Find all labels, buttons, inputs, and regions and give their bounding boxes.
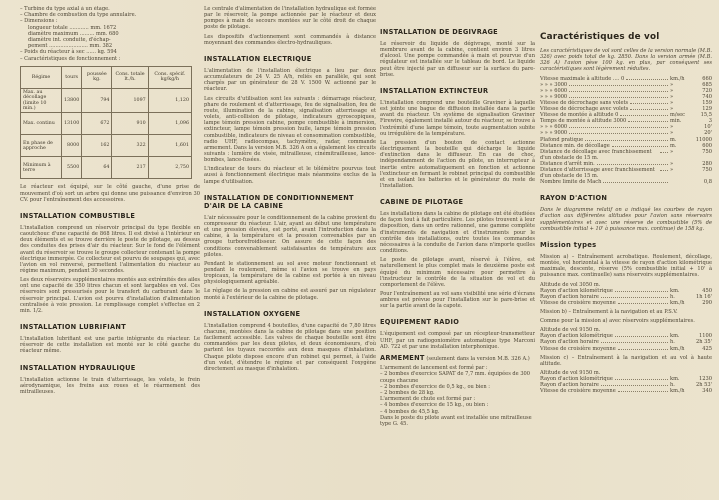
spec-unit: km. [670, 333, 680, 340]
mission-b-specs [540, 327, 712, 351]
spec-value: 600 [702, 142, 712, 149]
spec-label: » » » 6000 [540, 87, 568, 94]
spec-unit: km./h [670, 75, 685, 82]
spec-label: » » » 6000 [540, 124, 568, 131]
spec-unit: h. [670, 339, 675, 346]
spec-label: Altitude de vol 9150 m. [540, 369, 601, 376]
turbine-specs-list [20, 6, 200, 62]
operating-characteristics-table [20, 66, 192, 180]
spec-value: 11000 [695, 136, 712, 143]
intro-paragraph: Les caractéristiques de vol sont celles de la version normale (M.B. 326) avec poids total de kg. 2850. Dans la version armée (M.B. 326 A) l'avion pèse 100 kg. en plus, par conséquent ses caractéristiques sont légèrement réduites. [540, 48, 712, 73]
dot-leader [630, 103, 668, 104]
list-item: – 4 bombes de 45,5 kg. [380, 408, 440, 415]
spec-line: – Chambre de combustion du type annulaire. [20, 12, 137, 19]
paragraph: L'installation actionne le train d'atterrissage, les volets, le frein aérodynamique, les freins aux roues et le réarmement des mitrailleuses. [20, 376, 200, 395]
spec-value: 1100 [699, 333, 712, 340]
dot-leader [615, 291, 668, 292]
spec-unit: » [670, 160, 674, 167]
table-row [21, 157, 192, 179]
spec-label: Distance de décollage avec franchissement d'un obstacle de 15 m. [540, 148, 652, 161]
paragraph: L'air nécessaire pour le conditionnement de la cabine provient du compresseur du réacteur. L'air, ayant au début une température et une pression élevées, est porté, avant l'introduction dans la cabine, à la température et la pression convenables par un groupe turborefroidisseur. On assure de cette façon des conditions convenablement satisfaisantes de température aux pilotes. [204, 214, 376, 258]
spec-label: » » » 3000 [540, 81, 568, 88]
column-3 [380, 6, 535, 430]
section-heading: INSTALLATION DE CONDITIONNEMENT D'AIR DE LA CABINE [204, 193, 354, 210]
dot-leader [615, 379, 668, 380]
spec-unit: km. [670, 287, 680, 294]
paragraph: L'équipement est composé par un récepteur-transmetteur UHF, par un radiogoniomètre automatique type Marconi AD. 722 et par une installation interphonique. [380, 331, 535, 350]
section-heading: INSTALLATION EXTINCTEUR [380, 86, 489, 95]
spec-line: – Turbine du type axial à un étage. [20, 6, 110, 12]
paragraph: L'indicateur de tours du réacteur et le télémètre pourvus tout aussi à fonctionnement électrique mais néanmoins exclus de la lampe d'utilisation. [204, 166, 376, 185]
dot-leader [626, 79, 668, 80]
section-heading: CABINE DE PILOTAGE [380, 198, 464, 207]
spec-value: 20' [704, 130, 712, 137]
spec-value: 740 [702, 93, 712, 100]
spec-label: Nombre limite de Mach [540, 179, 602, 186]
paragraph: Le réacteur est équipé, sur le côté gauche, d'une prise de mouvement d'où sort un arbre qui donne une puissance d'environ 30 CV. pour l'entraînement des accessoires. [20, 184, 200, 203]
spec-row [540, 149, 712, 161]
section-heading: INSTALLATION LUBRIFIANT [20, 323, 127, 332]
spec-line: – Caractéristiques de fonctionnement : [20, 55, 121, 62]
dot-leader [569, 97, 668, 98]
dot-leader [618, 391, 668, 392]
paragraph: Les circuits d'utilisation sont les suivants : démarrage réacteur, phare de roulement et d'atterrissage, feu de signalisation, feu de route, illumination de la cabine, signalisation atterrissage et volets, anti-collision de pilotage, indicateurs gyroscopiques, lampe témoin pression cabine, pompe combustible à immersion, extincteur, lampe témoin pression huile, lampe témoin pression combustible, indicateurs de niveau et consommation combustible, radio UHF, radiocompas, tachymètre, radar, commande armement. Dans la version M.B. 326 A on a également les circuits suivants : lumière de visée, mitrailleuse, cinémitrailleuse, lance-bombes, lance-fusées. [204, 95, 376, 164]
spec-label: Distance d'atterrissage avec franchissement d'un obstacle de 15 m. [540, 167, 655, 180]
table-cell: Minimum à terre [21, 157, 62, 179]
table-cell: 13100 [62, 113, 82, 135]
spec-unit: m/sec [670, 112, 686, 119]
spec-label: » » » 9000 [540, 93, 568, 100]
spec-label: Vitesse de croisière moyenne [540, 345, 616, 352]
spec-unit: » [670, 106, 674, 113]
dot-leader [601, 385, 668, 386]
table-cell: 1,601 [148, 135, 191, 157]
list-item: L'armement de lancement est formé par : [380, 365, 488, 372]
spec-value: 750 [702, 167, 712, 174]
paragraph: Le réglage de la pression en cabine est assuré par un régulateur monté à l'extérieur de la cabine de pilotage. [204, 288, 376, 301]
spec-unit: km./h [670, 345, 685, 352]
section-heading: INSTALLATION OXYGENE [204, 309, 301, 318]
mission-description: Mission a) – Entraînement acrobatique. Roulement, décollage, montée, vol horizontal à la vitesse de rayon d'action kilométrique maximale, descente, réserve (5% combustible initial + 10' à puissance max. continuelle) sans réservoirs supplémentaires. [540, 253, 712, 279]
section-heading: INSTALLATION HYDRAULIQUE [20, 363, 136, 372]
spec-unit: min. [670, 118, 682, 125]
dot-leader [601, 297, 668, 298]
table-cell: 1,096 [148, 113, 191, 135]
paragraph: Dans le diagramme relatif on a indiqué les courbes de rayon d'action aux différentes altitudes pour l'avion sans réservoirs supplémentaires et avec une réserve de combustible (5% de combustible initial + 10' à puissance max. continue) de 158 kg. [540, 207, 712, 232]
section-heading: RAYON D'ACTION [540, 194, 608, 203]
spec-unit: km. [670, 376, 680, 383]
spec-label: Vitesse de décrochage avec volets [540, 106, 629, 113]
spec-value: 290 [702, 299, 712, 306]
spec-label: Rayon d'action kilométrique [540, 333, 613, 340]
spec-line: longueur totale ............ mm. 1672 [28, 24, 117, 31]
table-cell: 322 [112, 135, 148, 157]
spec-unit: h. [670, 293, 675, 300]
spec-value: 0,8 [703, 179, 712, 186]
spec-unit: » [670, 130, 674, 137]
table-header: Cons. totale lt./h. [112, 66, 148, 88]
page-title: Caractéristiques de vol [540, 32, 660, 42]
spec-value: 1230 [699, 376, 712, 383]
column-2 [204, 6, 376, 375]
table-row [21, 88, 192, 113]
table-cell: Max. continu [21, 113, 62, 135]
list-item: – 2 bombes d'exercice SAPAT de 7,7 mm. équipées de 300 coups chacune [380, 371, 531, 384]
section-heading: INSTALLATION COMBUSTIBLE [20, 211, 136, 220]
spec-value: 159 [702, 100, 712, 106]
spec-value: 340 [702, 388, 712, 395]
paragraph: La pression d'un bouton de contact actionne électriquement la bouteille qui décharge le liquide d'extinction dans le diffuseur. En cas de choc, indépendamment de l'action du pilote, un interrupteur à inertie entre automatiquement en fonction et actionne l'extincteur en fermant le robinet principal du combustible et en isolant les batteries et le générateur du reste de l'installation. [380, 139, 535, 189]
spec-row [540, 346, 712, 352]
spec-unit: » [670, 124, 674, 131]
table-cell: 5500 [62, 157, 82, 179]
paragraph: Pendant le stationnement au sol avec moteur fonctionnant et pendant le roulement, même si l'avion se trouve en pays tropicaux, la température de la cabine est portée à un niveau physiologiquement agréable. [204, 260, 376, 286]
table-header-row [21, 66, 192, 88]
flight-specs-list [540, 76, 712, 186]
spec-value: 450 [702, 287, 712, 294]
paragraph: Le réservoir du liquide de dégivrage, monté sur la membrure avant de la cabine, contient environ 3 litres d'alcool. Une pompe commandée à main et pourvue d'un régulateur est installée sur le tableau de bord. Le liquide peut être injecté par un diffuseur sur la surface du pare-brise. [380, 41, 535, 78]
spec-unit: » [670, 93, 674, 100]
spec-line: diamètre int. conduite, d'échap- [28, 37, 111, 44]
section-heading: Mission types [540, 240, 597, 249]
dot-leader [660, 152, 668, 153]
table-header: Cons. spécif. kg/kg/h [148, 66, 191, 88]
dot-leader [569, 85, 668, 86]
table-row [21, 113, 192, 135]
section-heading: ARMEMENT [380, 353, 425, 362]
dot-leader [569, 91, 668, 92]
spec-label: Altitude de vol 9150 m. [540, 327, 601, 334]
spec-unit: » [670, 167, 674, 174]
section-heading: INSTALLATION ELECTRIQUE [204, 54, 312, 63]
paragraph: Le centrale d'alimentation de l'installation hydraulique est formée par le réservoir, la pompe actionnée par le réacteur et deux pompes à main de secours montées sur le côté droit de chaque poste de pilotage. [204, 6, 376, 31]
spec-row [540, 167, 712, 179]
table-cell: 1097 [112, 88, 148, 113]
dot-leader [660, 170, 668, 171]
table-header: tours [62, 66, 82, 88]
mission-a-specs [540, 282, 712, 306]
dot-leader [628, 121, 668, 122]
dot-leader [620, 115, 668, 116]
dot-leader [603, 182, 668, 183]
column-4 [540, 6, 712, 397]
section-heading: INSTALLATION DE DEGIVRAGE [380, 28, 498, 36]
spec-value: 15,5 [700, 112, 712, 119]
table-cell: 8000 [62, 135, 82, 157]
spec-label: Altitude de vol 3050 m. [540, 281, 601, 288]
paragraph: L'installation comprend 4 bouteilles, d'une capacité de 7,80 litres chacune, montées dans la cabine de pilotage dans une position facilement accessible. Les valves de chaque bouteille sont être commandées par les deux pilotes, et deux économiseurs, d'où partent les tuyaux raccordés aux deux masques d'inhalation. Chaque pilote dispose encore d'un robinet qui permet, à l'aide d'un volet, d'étendre le régime et par conséquent l'oxygène directement au masque d'inhalation. [204, 322, 376, 372]
spec-label: Rayon d'action kilométrique [540, 376, 613, 383]
paragraph: L'installation comprend une bouteille Graviner à laquelle est jointe une bague de diffusion installée dans la partie avant du réacteur. Un système de signalisation Graviner Firewire, également installé autour du réacteur, se trouve à l'extrémité d'une lampe témoin, toute augmentation subite ou irrégulière de la température. [380, 99, 535, 137]
spec-unit: m. [670, 136, 677, 143]
armement-heading-line [380, 355, 535, 362]
paragraph: L'installation comprend un réservoir principal du type flexible en caoutchouc d'une capacité de 868 litres. Il est divisé à l'intérieur en deux éléments et se trouve derrière le poste de pilotage, au dessus des conduites des prises d'air du réacteur. Sur le fond de l'élément avant du réservoir se trouve le groupe collecteur contenant la pompe électrique immergée. Ce collecteur est pourvu de soupapes qui, avec l'avion en vol renversé, permettent l'alimentation du réacteur au régime maximum, pendant 30 secondes. [20, 224, 200, 275]
dot-leader [630, 109, 668, 110]
dot-leader [618, 303, 668, 304]
paragraph: Pour l'entraînement au vol sans visibilité une série d'écrans ambres est prévue pour l'installation sur le pare-brise et sur la partie avant de la capote. [380, 291, 535, 310]
table-header: poussée kg. [82, 66, 112, 88]
table-cell: 2,750 [148, 157, 191, 179]
armement-note: (seulement dans la version M.B. 326 A.) [426, 355, 530, 362]
list-item: – 2 bombes de 28 kg. [380, 389, 435, 396]
table-cell: 64 [82, 157, 112, 179]
spec-value: 3 [708, 118, 712, 125]
spec-value: 720 [702, 87, 712, 94]
dot-leader [585, 140, 668, 141]
spec-value: 660 [702, 75, 712, 82]
mission-description: Mission b) – Entraînement à la navigation et au P.S.V. [540, 308, 678, 315]
paragraph: Les deux réservoirs supplémentaires montés aux extrémités des ailes ont une capacité de 350 litres chacun et sont largables en vol. Ces réservoirs sont pressurisés pour le transfert du carburant dans le réservoir principal. L'avion est pourvu d'installation d'alimentation centralisée à voie pression. Le remplissage complet s'effectue en 2 min. 1/2. [20, 277, 200, 314]
table-cell: 672 [82, 113, 112, 135]
table-cell: 162 [82, 135, 112, 157]
spec-value: 1h 16' [695, 293, 712, 300]
list-item: – 2 bombes d'exercice de 0,5 kg., ou bien : [380, 383, 490, 390]
spec-unit: » [670, 87, 674, 94]
spec-unit: » [670, 100, 674, 106]
spec-value: 425 [702, 345, 712, 352]
list-item: L'armement de chute est formé par : [380, 396, 476, 403]
spec-label: Rayon d'action horaire [540, 339, 599, 346]
spec-value: 280 [702, 160, 712, 167]
spec-unit: » [670, 81, 674, 88]
spec-line: – Dimensions : [20, 18, 58, 25]
table-cell: 13800 [62, 88, 82, 113]
spec-unit: m. [670, 142, 677, 149]
spec-label: Vitesse maximale à altitude .... 0 [540, 75, 625, 82]
spec-line: pement ........................ mm. 382 [28, 43, 113, 50]
paragraph: Le poste de pilotage avant, réservé à l'élève, est naturellement le plus complet mais le deuxième poste est équipé du minimum nécessaire pour permettre à l'instructeur le contrôle de la situation de vol et du comportement de l'élève. [380, 257, 535, 288]
spec-label: Vitesse de croisière moyenne [540, 388, 616, 395]
spec-unit: km./h [670, 299, 685, 306]
spec-label: Rayon d'action horaire [540, 382, 599, 389]
spec-row [540, 388, 712, 394]
paragraph: L'alimentation de l'installation électrique a lieu par deux accumulateurs de 24 V. 25 A/h, reliés en parallèle, qui sont chargés par un générateur de 28 V. 1500 W. actionné par le réacteur. [204, 67, 376, 93]
section-heading: EQUIPEMENT RADIO [380, 318, 460, 327]
armement-list [380, 365, 535, 427]
paragraph: Les installations dans la cabine de pilotage ont été étudiées de façon tout à fait particulière. Les pilotes trouvent à leur disposition, dans un ordre rationnel, une gamme complète d'instruments de navigation et d'instruments pour le contrôle des installations, outre toutes les commandes nécessaires à la conduite de l'avion dans n'importe quelles conditions. [380, 211, 535, 255]
spec-label: » » » 9000 [540, 130, 568, 137]
spec-value: 750 [702, 148, 712, 155]
spec-value: 2h 35' [695, 339, 712, 346]
mission-c-specs [540, 370, 712, 394]
spec-value: 685 [702, 81, 712, 88]
spec-label: Distance d'arrêt min. [540, 160, 595, 167]
dot-leader [615, 336, 668, 337]
mission-description: Comme pour la mission a) avec réservoirs supplémentaires. [540, 318, 695, 325]
spec-label: Distance min. de décollage [540, 142, 610, 149]
dot-leader [597, 164, 668, 165]
spec-value: 2h 53' [695, 382, 712, 389]
spec-row [540, 300, 712, 306]
dot-leader [569, 127, 668, 128]
spec-value: 129 [702, 106, 712, 113]
spec-unit: km./h [670, 388, 685, 395]
table-header: Régime [21, 66, 62, 88]
spec-unit: h. [670, 382, 675, 389]
dot-leader [569, 133, 668, 134]
table-cell: 217 [112, 157, 148, 179]
mission-description: Mission c) – Entraînement à la navigation et au vol à haute altitude. [540, 354, 712, 367]
spec-label: Vitesse de décrochage sans volets [540, 100, 629, 106]
dot-leader [618, 349, 668, 350]
spec-label: Rayon d'action kilométrique [540, 287, 613, 294]
spec-line: – Poids du réacteur à sec ...... kg. 594 [20, 49, 117, 56]
spec-unit: » [670, 148, 674, 155]
dot-leader [612, 146, 668, 147]
spec-label: Rayon d'action horaire [540, 293, 599, 300]
spec-label: Vitesse de montée à altitude 0 [540, 112, 619, 119]
paragraph: Les dispositifs d'actionnement sont commandés à distance moyennant des commandes électro-hydrauliques. [204, 33, 376, 46]
list-item: – 4 bombes d'exercice de 15 kg., ou bien : [380, 402, 489, 409]
table-row [21, 135, 192, 157]
dot-leader [601, 342, 668, 343]
table-cell: 910 [112, 113, 148, 135]
table-cell: En phase de approche [21, 135, 62, 157]
spec-row [540, 179, 712, 185]
table-cell: 1,120 [148, 88, 191, 113]
spec-label: Vitesse de croisière moyenne [540, 299, 616, 306]
column-1 [20, 6, 200, 398]
table-cell: 794 [82, 88, 112, 113]
list-item: Dans le poste du pilote avant est installée une mitrailleuse type G. 45. [380, 414, 532, 427]
spec-line: diamètre maximum ......... mm. 680 [28, 30, 119, 37]
spec-label: Temps de montée à altitude 3000 [540, 118, 627, 125]
table-cell: Max. au décollage (limite 10 min.) [21, 88, 62, 113]
spec-label: Plafond pratique [540, 136, 584, 143]
paragraph: L'installation lubrifiant est une partie intégrante du réacteur. Le réservoir de cette installation est monté sur le côté gauche du réacteur même. [20, 336, 200, 355]
spec-value: 10' [704, 124, 712, 131]
